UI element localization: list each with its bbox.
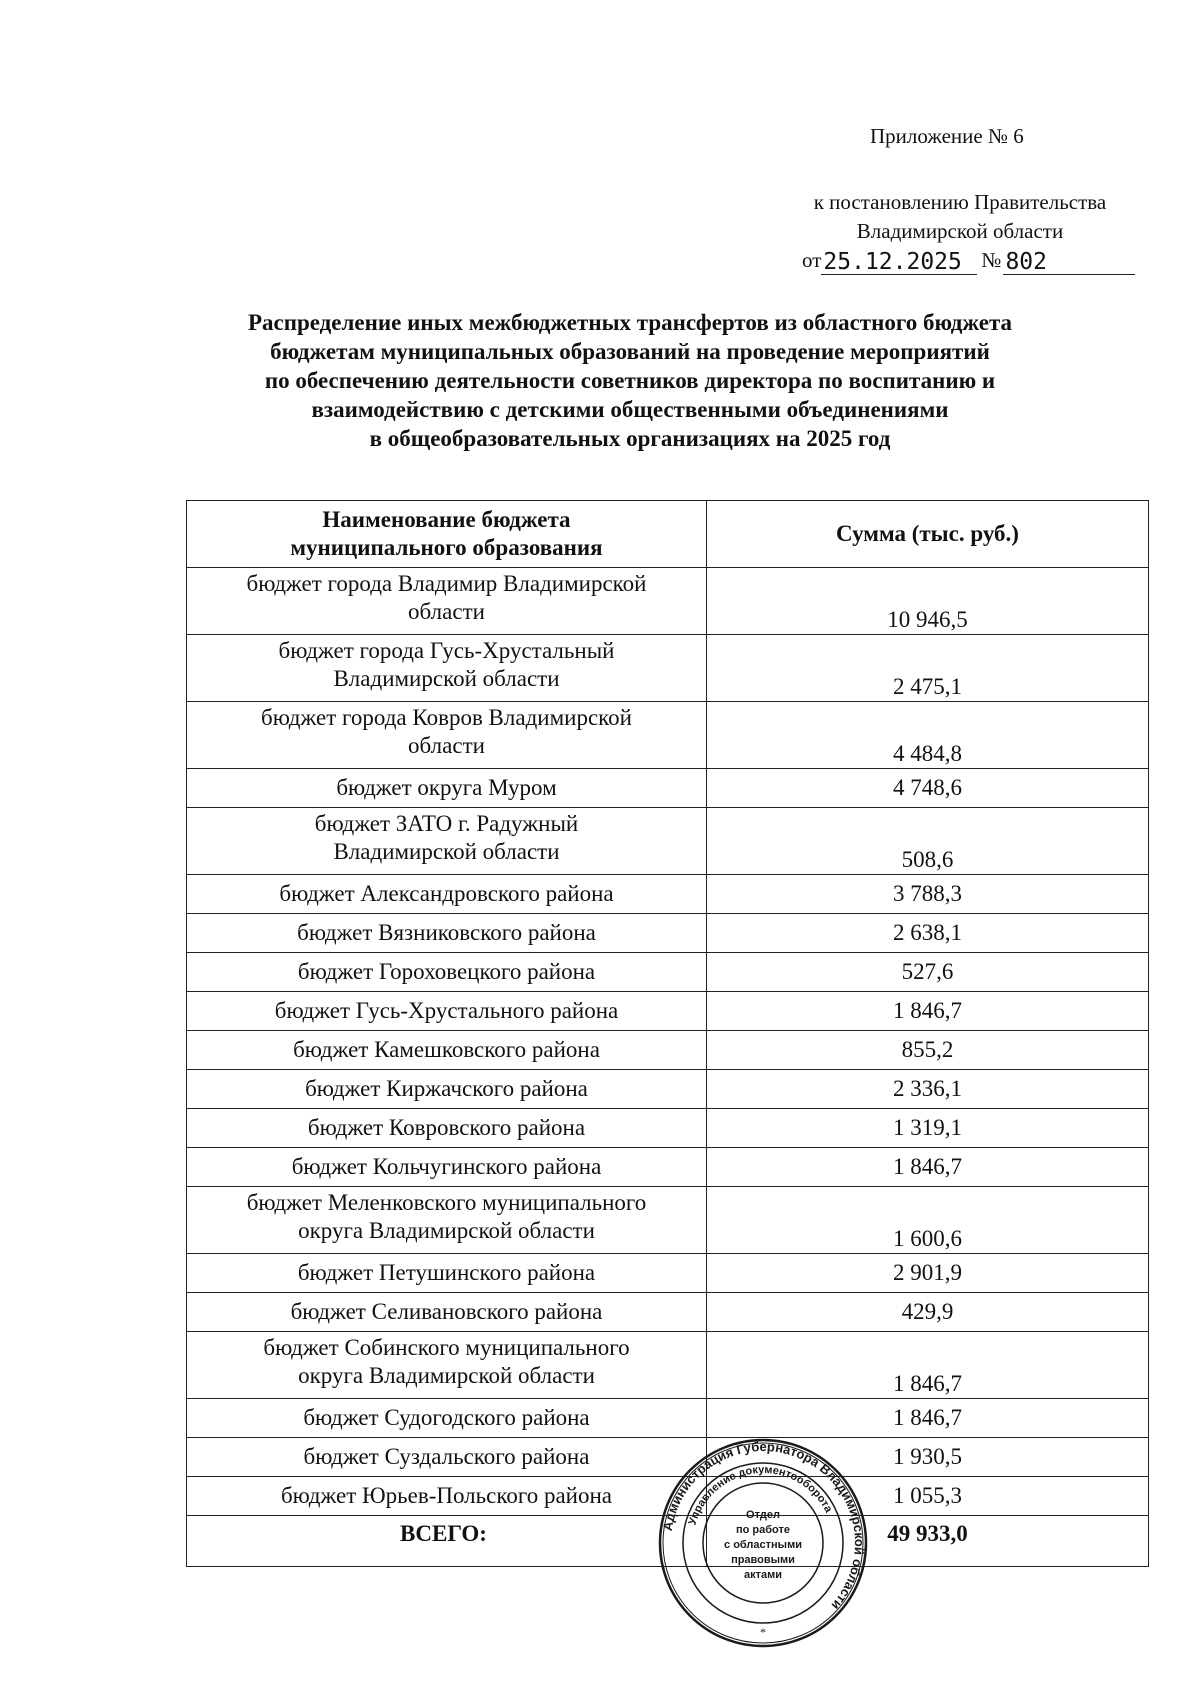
budget-name-line-2: округа Владимирской области (298, 1218, 595, 1243)
budget-name-line-1: бюджет Суздальского района (303, 1444, 590, 1469)
column-header-name-line-2: муниципального образования (290, 535, 603, 560)
table-row (187, 1031, 1149, 1070)
budget-name-line-2: Владимирской области (333, 666, 560, 691)
budget-sum-cell: 2 638,1 (707, 914, 1149, 953)
seal-outer-text: Администрация Губернатора Владимирской области (659, 1438, 868, 1613)
budget-sum-cell: 2 901,9 (707, 1254, 1149, 1293)
budget-name-cell (187, 1438, 707, 1477)
budget-name-line-2: Владимирской области (333, 839, 560, 864)
decree-date-line (802, 246, 1140, 275)
budget-name-line-1: бюджет Петушинского района (297, 1260, 596, 1285)
budget-name-cell (187, 702, 707, 769)
decree-line-1: к постановлению Правительства (813, 190, 1107, 214)
table-row (187, 635, 1149, 702)
seal-center-line-5: актами (743, 1569, 783, 1581)
title-line-5: в общеобразовательных организациях на 2025 год (369, 426, 891, 451)
budget-name-line-1: бюджет Судогодского района (303, 1405, 590, 1430)
from-label: от (802, 248, 822, 272)
table-row (187, 808, 1149, 875)
seal-middle-text: Управление документооборота (686, 1463, 835, 1527)
title-line-3: по обеспечению деятельности советников директора по воспитанию и (264, 368, 996, 393)
budget-name-cell (187, 914, 707, 953)
title-line-1: Распределение иных межбюджетных трансфертов из областного бюджета (247, 310, 1013, 335)
budget-sum-cell: 1 055,3 (707, 1477, 1149, 1516)
document-title (150, 308, 1110, 453)
budget-table (186, 500, 1149, 1567)
budget-name-line-1: бюджет округа Муром (336, 775, 557, 800)
table-row (187, 1148, 1149, 1187)
table-row (187, 1332, 1149, 1399)
table-row (187, 1254, 1149, 1293)
budget-name-cell (187, 1148, 707, 1187)
budget-name-line-1: бюджет города Гусь-Хрустальный (278, 638, 615, 663)
table-row (187, 1187, 1149, 1254)
budget-name-cell (187, 992, 707, 1031)
title-line-2: бюджетам муниципальных образований на проведение мероприятий (270, 339, 990, 364)
budget-sum-cell: 1 319,1 (707, 1109, 1149, 1148)
budget-sum-cell: 3 788,3 (707, 875, 1149, 914)
table-row (187, 1109, 1149, 1148)
budget-name-cell (187, 1477, 707, 1516)
budget-name-line-1: бюджет Гусь-Хрустального района (274, 998, 619, 1023)
budget-name-cell (187, 808, 707, 875)
budget-name-cell (187, 1399, 707, 1438)
table-body (187, 568, 1149, 1567)
budget-sum-cell: 2 475,1 (707, 635, 1149, 702)
number-label: № (981, 248, 1002, 272)
budget-name-cell (187, 1187, 707, 1254)
column-header-name-line-1: Наименование бюджета (322, 507, 571, 532)
budget-sum-cell: 4 484,8 (707, 702, 1149, 769)
seal-center-line-1: Отдел (746, 1509, 780, 1521)
appendix-label: Приложение № 6 (870, 124, 1024, 148)
seal-center-line-4: правовыми (731, 1554, 795, 1566)
budget-sum-cell: 4 748,6 (707, 769, 1149, 808)
decree-reference (780, 188, 1140, 275)
budget-name-cell (187, 1293, 707, 1332)
budget-name-line-2: округа Владимирской области (298, 1363, 595, 1388)
table-row (187, 1399, 1149, 1438)
total-label: ВСЕГО: (187, 1516, 707, 1567)
budget-name-cell (187, 1254, 707, 1293)
budget-sum-cell: 527,6 (707, 953, 1149, 992)
budget-name-line-1: бюджет Камешковского района (293, 1037, 600, 1062)
budget-name-line-2: области (408, 733, 485, 758)
table-row (187, 992, 1149, 1031)
official-seal (658, 1438, 868, 1648)
budget-sum-cell: 508,6 (707, 808, 1149, 875)
table-row (187, 1293, 1149, 1332)
table-row (187, 953, 1149, 992)
budget-sum-cell: 855,2 (707, 1031, 1149, 1070)
seal-graphic (658, 1438, 868, 1648)
table-row (187, 769, 1149, 808)
seal-star-icon: * (760, 1625, 766, 1639)
budget-name-line-1: бюджет Собинского муниципального (263, 1335, 630, 1360)
budget-name-cell (187, 635, 707, 702)
decree-number: 802 (1003, 250, 1135, 275)
column-header-name (187, 501, 707, 568)
total-sum: 49 933,0 (707, 1516, 1149, 1567)
table-row (187, 568, 1149, 635)
budget-name-line-1: бюджет Селивановского района (290, 1299, 603, 1324)
budget-sum-cell: 10 946,5 (707, 568, 1149, 635)
budget-name-line-1: бюджет Ковровского района (307, 1115, 586, 1140)
budget-name-line-2: области (408, 599, 485, 624)
budget-name-line-1: бюджет города Ковров Владимирской (261, 705, 632, 730)
budget-name-line-1: бюджет Кольчугинского района (291, 1154, 602, 1179)
budget-sum-cell: 1 846,7 (707, 1148, 1149, 1187)
seal-center-line-2: по работе (735, 1524, 791, 1536)
budget-name-cell (187, 953, 707, 992)
budget-sum-cell: 1 846,7 (707, 1399, 1149, 1438)
budget-name-line-1: бюджет Меленковского муниципального (246, 1190, 647, 1215)
budget-name-line-1: бюджет Александровского района (279, 881, 614, 906)
budget-name-cell (187, 1332, 707, 1399)
budget-name-line-1: бюджет Гороховецкого района (297, 959, 596, 984)
table-row (187, 875, 1149, 914)
budget-name-line-1: бюджет города Владимир Владимирской (246, 571, 647, 596)
budget-sum-cell: 1 600,6 (707, 1187, 1149, 1254)
table-row (187, 914, 1149, 953)
budget-name-cell (187, 1109, 707, 1148)
budget-name-line-1: бюджет Киржачского района (305, 1076, 588, 1101)
budget-name-cell (187, 769, 707, 808)
budget-sum-cell: 1 846,7 (707, 1332, 1149, 1399)
budget-sum-cell: 429,9 (707, 1293, 1149, 1332)
decree-line-2: Владимирской области (856, 219, 1064, 243)
budget-name-cell (187, 875, 707, 914)
budget-name-cell (187, 568, 707, 635)
seal-center-line-3: с областными (724, 1539, 802, 1551)
budget-sum-cell: 1 846,7 (707, 992, 1149, 1031)
budget-sum-cell: 2 336,1 (707, 1070, 1149, 1109)
budget-name-line-1: бюджет Юрьев-Польского района (280, 1483, 612, 1508)
budget-name-line-1: бюджет Вязниковского района (297, 920, 596, 945)
budget-sum-cell: 1 930,5 (707, 1438, 1149, 1477)
table-header-row (187, 501, 1149, 568)
table-row (187, 702, 1149, 769)
budget-name-cell (187, 1031, 707, 1070)
budget-name-line-1: бюджет ЗАТО г. Радужный (314, 811, 579, 836)
decree-date: 25.12.2025 (821, 250, 977, 275)
column-header-sum: Сумма (тыс. руб.) (707, 501, 1149, 568)
table-row (187, 1070, 1149, 1109)
title-line-4: взаимодействию с детскими общественными объединениями (311, 397, 949, 422)
budget-name-cell (187, 1070, 707, 1109)
